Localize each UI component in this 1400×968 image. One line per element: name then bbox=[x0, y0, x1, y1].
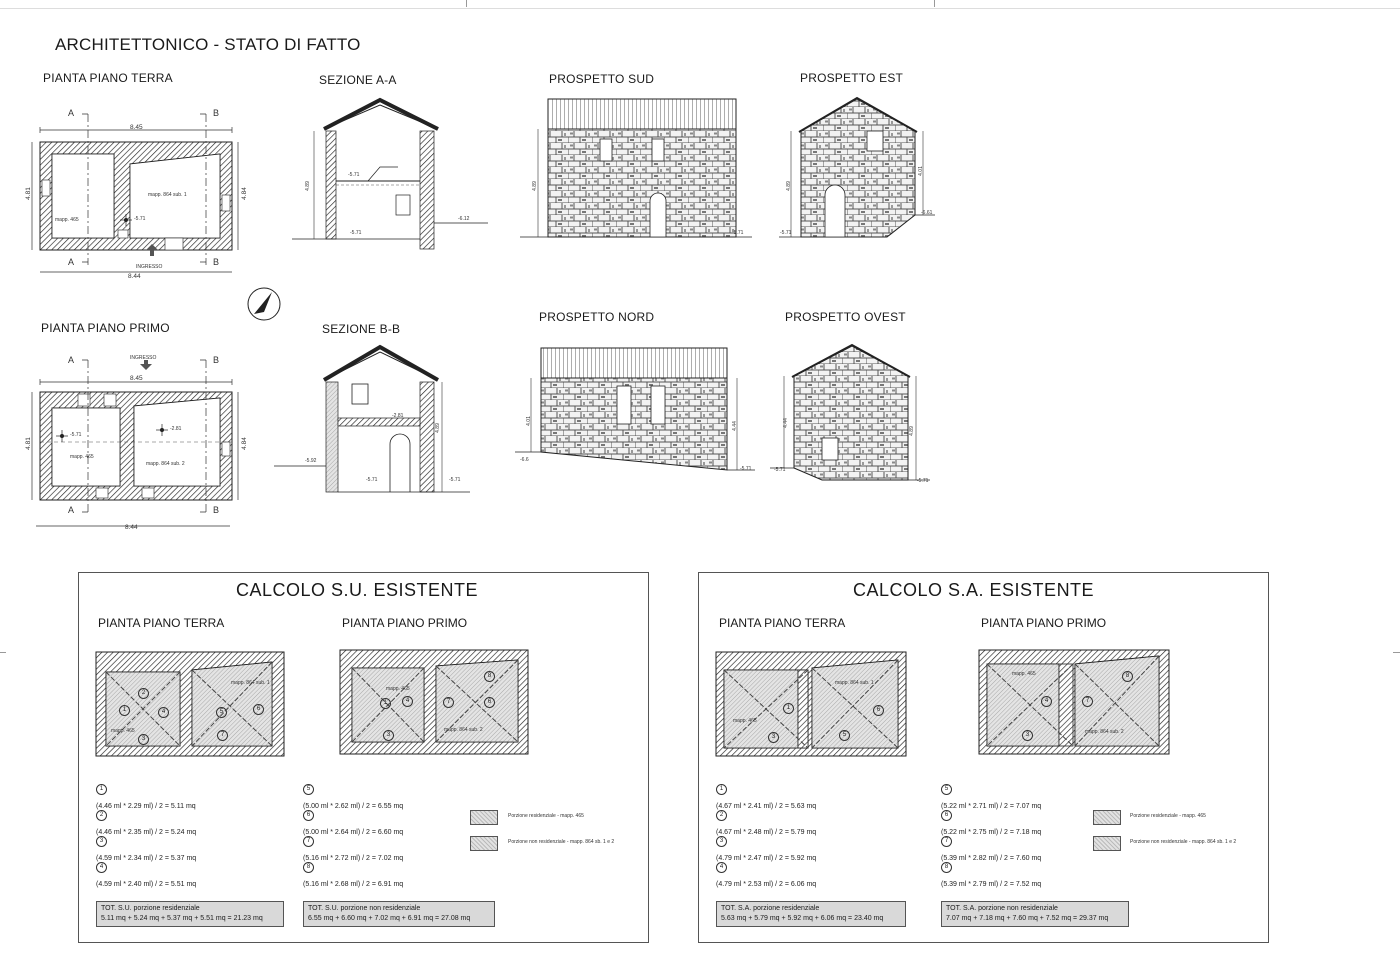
calc-su-formulas-left bbox=[96, 777, 197, 888]
formula-number: 3 bbox=[716, 836, 727, 847]
formula-number: 4 bbox=[96, 862, 107, 873]
formula-number: 3 bbox=[96, 836, 107, 847]
pt-label-right: mapp. 864 sub. 1 bbox=[148, 192, 187, 198]
pp-level-right: -2.81 bbox=[170, 426, 182, 432]
legend-swatch-non-residential bbox=[1093, 836, 1121, 851]
region-marker: 5 bbox=[216, 707, 227, 718]
calc-su-terra-title: PIANTA PIANO TERRA bbox=[98, 616, 225, 630]
formula-text: (4.79 ml * 2.53 ml) / 2 = 6.06 mq bbox=[716, 881, 817, 888]
region-marker: 6 bbox=[873, 705, 884, 716]
formula-text: (4.59 ml * 2.40 ml) / 2 = 5.51 mq bbox=[96, 881, 197, 888]
sa-primo-label-left: mapp. 465 bbox=[1012, 671, 1036, 677]
frame-tick bbox=[466, 0, 467, 7]
north-arrow-icon bbox=[246, 286, 282, 322]
calc-su-primo-plan bbox=[340, 650, 530, 756]
sa-total-non-residential bbox=[941, 901, 1129, 927]
region-marker: 5 bbox=[839, 730, 850, 741]
saa-level-3: -6.12 bbox=[458, 216, 470, 222]
sbb-level-4: -5.92 bbox=[305, 458, 317, 464]
formula-text: (5.22 ml * 2.71 ml) / 2 = 7.07 mq bbox=[941, 803, 1042, 810]
pianta-primo-title: PIANTA PIANO PRIMO bbox=[41, 321, 170, 335]
pp-dim-right: 4.84 bbox=[240, 437, 248, 450]
region-marker: 4 bbox=[402, 696, 413, 707]
formula-text: (5.39 ml * 2.79 ml) / 2 = 7.52 mq bbox=[941, 881, 1042, 888]
legend-swatch-non-residential bbox=[470, 836, 498, 851]
sa-total-non-residential-title: TOT. S.A. porzione non residenziale bbox=[946, 905, 1058, 912]
frame-border-top bbox=[0, 8, 1400, 9]
formula-number: 8 bbox=[941, 862, 952, 873]
pt-section-b-bottom: B bbox=[213, 257, 220, 267]
pp-section-a-top: A bbox=[68, 355, 75, 365]
region-marker: 8 bbox=[484, 671, 495, 682]
region-marker: 1 bbox=[783, 703, 794, 714]
sa-primo-label-right: mapp. 864 sub. 2 bbox=[1085, 729, 1124, 735]
legend-swatch-residential bbox=[470, 810, 498, 825]
calc-sa-primo-plan bbox=[979, 650, 1171, 756]
formula-text: (4.79 ml * 2.47 ml) / 2 = 5.92 mq bbox=[716, 855, 817, 862]
sbb-height: 4.89 bbox=[434, 423, 441, 433]
calc-su-formulas-right bbox=[303, 777, 404, 888]
prospetto-sud-drawing bbox=[520, 95, 760, 245]
sheet-title: ARCHITETTONICO - STATO DI FATTO bbox=[55, 35, 361, 54]
formula-text: (4.59 ml * 2.34 ml) / 2 = 5.37 mq bbox=[96, 855, 197, 862]
calc-sa-primo-title: PIANTA PIANO PRIMO bbox=[981, 616, 1107, 630]
pp-level-left: -5.71 bbox=[70, 432, 82, 438]
region-marker: 3 bbox=[1022, 730, 1033, 741]
sezione-aa-drawing bbox=[288, 95, 498, 255]
formula-number: 2 bbox=[96, 810, 107, 821]
su-terra-label-right: mapp. 864 sub. 1 bbox=[231, 680, 270, 686]
formula-text: (5.39 ml * 2.82 ml) / 2 = 7.60 mq bbox=[941, 855, 1042, 862]
formula-text: (5.16 ml * 2.72 ml) / 2 = 7.02 mq bbox=[303, 855, 404, 862]
legend-label-residential: Porzione residenziale - mapp. 465 bbox=[1130, 813, 1206, 819]
formula-number: 6 bbox=[941, 810, 952, 821]
pp-section-b-bottom: B bbox=[213, 505, 220, 515]
calc-sa-terra-title: PIANTA PIANO TERRA bbox=[719, 616, 846, 630]
su-total-residential-title: TOT. S.U. porzione residenziale bbox=[101, 905, 200, 912]
pt-entrance: INGRESSO bbox=[136, 264, 163, 270]
formula-number: 7 bbox=[303, 836, 314, 847]
pest-height-2: 4.01 bbox=[917, 166, 924, 176]
calc-sa-formulas-left bbox=[716, 777, 817, 888]
su-primo-label-right: mapp. 864 sub. 2 bbox=[444, 727, 483, 733]
formula-number: 1 bbox=[716, 784, 727, 795]
pt-section-b-top: B bbox=[213, 108, 220, 118]
sa-terra-label-left: mapp. 465 bbox=[733, 718, 757, 724]
pnord-level-1: -6.6 bbox=[520, 457, 529, 463]
formula-number: 1 bbox=[96, 784, 107, 795]
formula-row bbox=[716, 777, 817, 810]
prospetto-nord-title: PROSPETTO NORD bbox=[539, 310, 655, 324]
formula-number: 5 bbox=[303, 784, 314, 795]
povest-height-2: 4.89 bbox=[908, 426, 915, 436]
region-marker: 4 bbox=[158, 707, 169, 718]
povest-height-1: 4.44 bbox=[782, 418, 789, 428]
region-marker: 3 bbox=[138, 734, 149, 745]
formula-row bbox=[941, 777, 1042, 810]
pnord-height-1: 4.01 bbox=[525, 416, 532, 426]
formula-row bbox=[303, 777, 404, 810]
calc-sa-title: CALCOLO S.A. ESISTENTE bbox=[853, 580, 1095, 600]
prospetto-sud-title: PROSPETTO SUD bbox=[549, 72, 655, 86]
pp-section-b-top: B bbox=[213, 355, 220, 365]
legend-label-non-residential: Porzione non residenziale - mapp. 864 sb. 1 e 2 bbox=[1130, 839, 1237, 845]
formula-number: 4 bbox=[716, 862, 727, 873]
region-marker: 1 bbox=[380, 698, 391, 709]
region-marker: 1 bbox=[119, 705, 130, 716]
sezione-aa-title: SEZIONE A-A bbox=[319, 73, 397, 87]
psud-level: -5.71 bbox=[732, 230, 744, 236]
formula-text: (4.67 ml * 2.41 ml) / 2 = 5.63 mq bbox=[716, 803, 817, 810]
pt-dim-left: 4.81 bbox=[24, 187, 32, 200]
pt-dim-right: 4.84 bbox=[240, 187, 248, 200]
su-total-non-residential-value: 6.55 mq + 6.60 mq + 7.02 mq + 6.91 mq = 27.08 mq bbox=[308, 915, 471, 922]
formula-number: 5 bbox=[941, 784, 952, 795]
pp-label-right: mapp. 864 sub. 2 bbox=[146, 461, 185, 467]
region-marker: 3 bbox=[383, 730, 394, 741]
region-marker: 7 bbox=[443, 697, 454, 708]
pp-label-left: mapp. 465 bbox=[70, 454, 94, 460]
calc-su-title: CALCOLO S.U. ESISTENTE bbox=[236, 580, 479, 600]
region-marker: 8 bbox=[1122, 671, 1133, 682]
sbb-level-2: -5.71 bbox=[366, 477, 378, 483]
su-total-residential bbox=[96, 901, 284, 927]
formula-number: 6 bbox=[303, 810, 314, 821]
region-marker: 2 bbox=[138, 688, 149, 699]
calc-sa-formulas-right bbox=[941, 777, 1042, 888]
pt-section-a-bottom: A bbox=[68, 257, 75, 267]
pp-section-a-bottom: A bbox=[68, 505, 75, 515]
legend-label-non-residential: Porzione non residenziale - mapp. 864 sb. 1 e 2 bbox=[508, 839, 615, 845]
formula-number: 7 bbox=[941, 836, 952, 847]
region-marker: 6 bbox=[253, 704, 264, 715]
frame-tick bbox=[934, 0, 935, 7]
sa-terra-label-right: mapp. 864 sub. 1 bbox=[835, 680, 874, 686]
pt-dim-top: 8.45 bbox=[130, 124, 143, 131]
region-marker: 7 bbox=[217, 730, 228, 741]
su-total-residential-value: 5.11 mq + 5.24 mq + 5.37 mq + 5.51 mq = 21.23 mq bbox=[101, 915, 263, 922]
sa-total-residential-title: TOT. S.A. porzione residenziale bbox=[721, 905, 820, 912]
sa-total-residential bbox=[716, 901, 906, 927]
pnord-height-2: 4.44 bbox=[731, 421, 738, 431]
frame-tick bbox=[0, 652, 6, 653]
saa-level-2: -5.71 bbox=[350, 230, 362, 236]
formula-text: (5.22 ml * 2.75 ml) / 2 = 7.18 mq bbox=[941, 829, 1042, 836]
sa-total-residential-value: 5.63 mq + 5.79 mq + 5.92 mq + 6.06 mq = 23.40 mq bbox=[721, 915, 884, 922]
pp-dim-top: 8.45 bbox=[130, 375, 143, 382]
formula-row bbox=[96, 777, 196, 810]
pt-section-a-top: A bbox=[68, 108, 75, 118]
su-terra-label-left: mapp. 465 bbox=[111, 728, 135, 734]
calc-su-primo-title: PIANTA PIANO PRIMO bbox=[342, 616, 468, 630]
formula-text: (5.00 ml * 2.62 ml) / 2 = 6.55 mq bbox=[303, 803, 404, 810]
region-marker: 7 bbox=[1082, 696, 1093, 707]
sezione-bb-title: SEZIONE B-B bbox=[322, 322, 401, 336]
sbb-level-1: -2.81 bbox=[392, 413, 404, 419]
pest-level-1: -5.71 bbox=[780, 230, 792, 236]
povest-level-1: -5.71 bbox=[774, 467, 786, 473]
pt-level: -5.71 bbox=[134, 216, 146, 222]
pest-level-2: -6.61 bbox=[921, 210, 933, 216]
povest-level-2: -5.71 bbox=[917, 478, 929, 484]
psud-height: 4.89 bbox=[531, 181, 538, 191]
formula-number: 2 bbox=[716, 810, 727, 821]
prospetto-ovest-title: PROSPETTO OVEST bbox=[785, 310, 906, 324]
formula-text: (4.46 ml * 2.35 ml) / 2 = 5.24 mq bbox=[96, 829, 197, 836]
region-marker: 4 bbox=[1041, 696, 1052, 707]
formula-text: (5.16 ml * 2.68 ml) / 2 = 6.91 mq bbox=[303, 881, 404, 888]
pp-dim-bottom: 8.44 bbox=[125, 524, 138, 531]
formula-text: (4.46 ml * 2.29 ml) / 2 = 5.11 mq bbox=[96, 803, 196, 810]
legend-swatch-residential bbox=[1093, 810, 1121, 825]
prospetto-est-title: PROSPETTO EST bbox=[800, 71, 904, 85]
pp-dim-left: 4.81 bbox=[24, 437, 32, 450]
formula-text: (5.00 ml * 2.64 ml) / 2 = 6.60 mq bbox=[303, 829, 404, 836]
pt-label-left: mapp. 465 bbox=[55, 217, 79, 223]
saa-level-1: -5.71 bbox=[348, 172, 360, 178]
pt-dim-bottom: 8.44 bbox=[128, 273, 141, 280]
prospetto-ovest-drawing bbox=[770, 340, 940, 490]
su-primo-label-left: mapp. 465 bbox=[386, 686, 410, 692]
sa-total-non-residential-value: 7.07 mq + 7.18 mq + 7.60 mq + 7.52 mq = 29.37 mq bbox=[946, 915, 1109, 922]
legend-label-residential: Porzione residenziale - mapp. 465 bbox=[508, 813, 584, 819]
sbb-level-3: -5.71 bbox=[449, 477, 461, 483]
pest-height-1: 4.89 bbox=[785, 181, 792, 191]
frame-tick bbox=[1393, 652, 1400, 653]
pnord-level-2: -5.71 bbox=[740, 466, 752, 472]
formula-number: 8 bbox=[303, 862, 314, 873]
saa-height: 4.89 bbox=[304, 181, 311, 191]
su-total-non-residential-title: TOT. S.U. porzione non residenziale bbox=[308, 905, 421, 912]
region-marker: 6 bbox=[484, 697, 495, 708]
formula-text: (4.67 ml * 2.48 ml) / 2 = 5.79 mq bbox=[716, 829, 817, 836]
pianta-terra-title: PIANTA PIANO TERRA bbox=[43, 71, 173, 85]
pp-entrance: INGRESSO bbox=[130, 355, 157, 361]
su-total-non-residential bbox=[303, 901, 495, 927]
prospetto-nord-drawing bbox=[515, 340, 765, 485]
region-marker: 3 bbox=[768, 732, 779, 743]
